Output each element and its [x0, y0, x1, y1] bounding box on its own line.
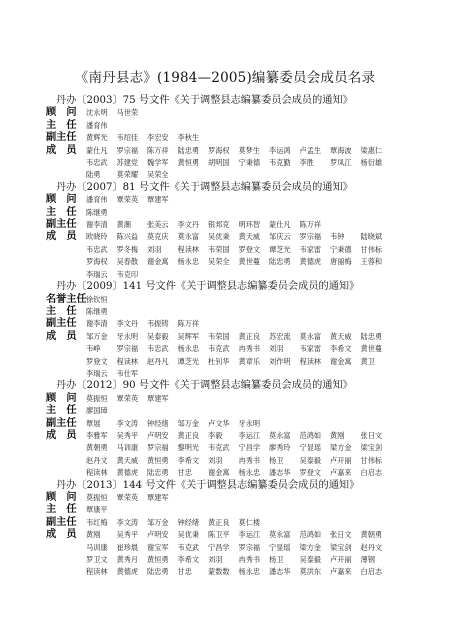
member-name: 李运江 [238, 530, 261, 540]
member-name: 黄章乐 [238, 356, 261, 366]
member-name: 吴优秉 [208, 232, 230, 242]
member-name: 黄恒勇 [147, 455, 169, 465]
member-names [86, 405, 416, 417]
member-name: 范鸿如 [299, 430, 322, 440]
member-name: 陈兴益 [116, 232, 139, 242]
member-name: 黄世蔓 [360, 344, 383, 354]
member-name: 甘忠 [177, 567, 192, 577]
member-name: 韦钟 [330, 232, 345, 242]
member-name: 廖秀玲 [269, 443, 291, 453]
member-name: 陆忠勇 [177, 145, 200, 155]
member-name: 覃荣英 [116, 393, 139, 403]
member-name: 谭芝光 [177, 356, 200, 366]
member-name: 卢嘉来 [330, 567, 352, 577]
member-name: 唐丽梅 [330, 257, 352, 267]
member-name: 莫振恒 [86, 493, 108, 502]
member-names [86, 294, 416, 306]
member-name: 李文丹 [116, 319, 139, 329]
member-name: 黄德虎 [116, 567, 139, 577]
member-name: 罗冬梅 [116, 244, 139, 254]
member-name: 李希文 [177, 455, 200, 465]
member-names [86, 517, 416, 529]
member-name: 莫荣耀 [116, 170, 139, 180]
role-label: 顾 问 [46, 392, 77, 404]
role-label: 主 任 [46, 405, 77, 417]
roster-section [46, 95, 416, 182]
member-name: 韦克武 [208, 344, 230, 354]
member-name: 白启志 [360, 567, 383, 577]
member-name: 罗登文 [299, 468, 322, 478]
role-label: 成 员 [46, 429, 77, 441]
member-name: 程读林 [86, 567, 108, 577]
member-name: 谢金寓 [147, 257, 169, 267]
member-name: 覃建军 [147, 493, 169, 502]
member-name: 潘育伟 [86, 120, 108, 130]
member-name: 吴优秉 [177, 530, 200, 540]
role-row [46, 418, 416, 430]
member-name: 宁秉德 [330, 244, 352, 254]
member-name: 李秋生 [177, 133, 200, 143]
member-name: 覃海波 [330, 145, 352, 155]
member-name: 韦荣国 [208, 244, 230, 254]
member-name: 梁宝剑 [360, 443, 383, 453]
member-names [86, 492, 416, 504]
member-name: 黄秀月 [116, 555, 139, 565]
member-name: 罗登文 [86, 356, 108, 366]
member-name: 韦红梅 [86, 517, 108, 527]
role-label: 成 员 [46, 144, 77, 156]
role-label: 名誉主任 [46, 293, 87, 305]
member-name: 陈卫平 [208, 530, 230, 540]
member-name: 牙永明 [116, 331, 139, 341]
member-name: 莫振恒 [86, 393, 108, 403]
role-label: 副主任 [46, 417, 77, 429]
member-name: 卢孟生 [299, 145, 322, 155]
role-row [46, 393, 416, 405]
member-name: 李希文 [330, 344, 352, 354]
member-name: 黄天威 [116, 455, 139, 465]
member-name: 陈万祥 [147, 145, 169, 155]
member-name: 张美云 [147, 220, 169, 230]
member-name: 宁显瑶 [299, 443, 322, 453]
role-label: 顾 问 [46, 107, 77, 119]
member-name: 黄恒勇 [147, 555, 169, 565]
member-name: 莫永富 [299, 331, 322, 341]
member-names [86, 331, 416, 381]
member-name: 韦荣国 [208, 331, 230, 341]
member-name: 宁昌学 [208, 542, 230, 552]
member-name: 黄恒勇 [177, 158, 200, 168]
member-name: 罗登文 [238, 244, 261, 254]
member-name: 刘羽 [147, 244, 162, 254]
member-name: 梁惠仁 [360, 145, 383, 155]
member-name: 赵丹文 [86, 455, 108, 465]
member-name: 陆勇 [86, 170, 101, 180]
member-name: 吴泰毅 [299, 455, 322, 465]
member-name: 覃荣英 [116, 195, 139, 205]
member-name: 程读林 [116, 356, 139, 366]
member-name: 莫克庆 [147, 232, 169, 242]
member-name: 吴辉军 [177, 331, 200, 341]
member-name: 邹万金 [147, 517, 169, 527]
member-name: 黄刚 [330, 430, 345, 440]
member-name: 黄世蔓 [238, 257, 261, 267]
member-name: 李运江 [238, 430, 261, 440]
member-name: 李宏安 [147, 133, 169, 143]
role-label: 成 员 [46, 231, 77, 243]
member-name: 程读林 [299, 356, 322, 366]
member-name: 沈永明 [86, 108, 108, 118]
role-row [46, 145, 416, 182]
member-name: 徐钦恒 [86, 294, 108, 304]
member-name: 黄刚 [86, 530, 101, 540]
member-name: 覃建军 [147, 195, 169, 205]
role-label: 副主任 [46, 132, 77, 144]
member-name: 黄朝勇 [86, 443, 108, 453]
member-name: 韦绍佳 [116, 133, 139, 143]
member-name: 莫永富 [269, 430, 291, 440]
member-name: 程读林 [86, 468, 108, 478]
member-name: 甘伟标 [360, 244, 383, 254]
member-name: 莫永富 [269, 530, 291, 540]
role-label: 副主任 [46, 318, 77, 330]
member-name: 陆忠勇 [147, 567, 169, 577]
member-name: 杨永忠 [238, 468, 261, 478]
member-name: 崔珍晨 [116, 542, 139, 552]
member-name: 冉秀书 [238, 555, 261, 565]
member-name: 李希文 [177, 555, 200, 565]
member-name: 黄朝勇 [360, 530, 383, 540]
document-title: 《南丹县志》(1984—2005)编纂委员会成员名录 [74, 70, 376, 86]
member-name: 赵丹文 [360, 542, 383, 552]
role-row [46, 132, 416, 144]
role-label: 主 任 [46, 504, 77, 516]
section-header: 丹办〔2003〕75 号文件《关于调整县志编纂委员会成员的通知》 [56, 95, 353, 106]
member-name: 韦峥 [86, 344, 101, 354]
member-name: 韦忠武 [86, 158, 108, 168]
member-name: 蒙仕凡 [269, 220, 291, 230]
member-name: 蒙数数 [208, 567, 230, 577]
member-name: 张日文 [360, 430, 383, 440]
member-name: 谢李清 [86, 220, 108, 230]
member-name: 黄卫 [360, 356, 375, 366]
member-name: 宁显瑶 [269, 542, 291, 552]
member-name: 韦忠武 [147, 344, 169, 354]
member-name: 黄德虎 [116, 468, 139, 478]
member-name: 谭芝光 [269, 244, 291, 254]
member-names [86, 194, 416, 206]
member-name: 宁昌学 [238, 443, 261, 453]
member-names [86, 418, 416, 430]
member-name: 甘伟标 [360, 455, 383, 465]
member-name: 罗海权 [86, 257, 108, 267]
member-name: 卢明安 [147, 430, 169, 440]
member-name: 陆晓斌 [360, 232, 383, 242]
role-row [46, 430, 416, 480]
member-name: 谢金寓 [330, 356, 352, 366]
member-name: 吴泰毅 [299, 555, 322, 565]
member-name: 牙永明 [238, 418, 261, 428]
member-name: 李毅 [208, 430, 223, 440]
member-name: 苏宏流 [269, 331, 291, 341]
member-name: 杨永忠 [177, 344, 200, 354]
role-row [46, 517, 416, 529]
member-name: 李胜 [299, 158, 314, 168]
member-names [86, 393, 416, 405]
member-names [86, 132, 416, 144]
member-name: 刘羽 [269, 344, 284, 354]
member-name: 冉秀书 [238, 344, 261, 354]
member-name: 梁宝剑 [330, 542, 352, 552]
member-name: 陈万祥 [177, 319, 200, 329]
member-name: 吴荣全 [147, 170, 169, 180]
member-name: 谢金寓 [208, 468, 230, 478]
member-name: 李文涛 [116, 517, 139, 527]
member-name: 陆忠勇 [147, 468, 169, 478]
role-row [46, 318, 416, 330]
member-name: 韦家雷 [299, 244, 322, 254]
member-name: 程读林 [177, 244, 200, 254]
member-name: 黄辉光 [86, 133, 108, 143]
member-name: 明环智 [238, 220, 261, 230]
member-name: 银邦克 [208, 220, 230, 230]
member-name: 梁方金 [299, 542, 322, 552]
member-names [86, 430, 416, 480]
member-name: 覃建军 [147, 393, 169, 403]
member-name: 杜钊华 [208, 356, 230, 366]
member-name: 潘志华 [269, 567, 291, 577]
member-name: 覃展 [86, 418, 101, 428]
member-names [86, 306, 416, 318]
member-name: 梁方金 [330, 443, 352, 453]
member-name: 韦家雷 [299, 344, 322, 354]
member-name: 卢嘉来 [330, 468, 352, 478]
member-name: 卢明安 [147, 530, 169, 540]
member-name: 莫仁楼 [238, 517, 261, 527]
member-name: 黄天威 [330, 331, 352, 341]
member-names [86, 529, 416, 579]
member-name: 吴秀平 [116, 530, 139, 540]
member-name: 杨卫 [269, 455, 284, 465]
member-names [86, 231, 416, 281]
member-name: 陆忠勇 [269, 257, 291, 267]
member-name: 杨永忠 [177, 257, 200, 267]
member-name: 卢文华 [208, 418, 230, 428]
member-name: 张日文 [330, 530, 352, 540]
roster-section [46, 182, 416, 281]
member-name: 潘育伟 [86, 195, 108, 205]
member-name: 马训康 [86, 542, 108, 552]
role-row [46, 405, 416, 417]
role-label: 主 任 [46, 119, 77, 131]
member-name: 薄钢 [360, 555, 375, 565]
role-label: 成 员 [46, 529, 77, 541]
section-header: 丹办〔2009〕141 号文件《关于调整县志编纂委员会成员的通知》 [56, 281, 360, 293]
member-name: 卢开丽 [330, 555, 352, 565]
member-name: 刘羽 [208, 555, 223, 565]
member-name: 罗凤江 [330, 158, 352, 168]
member-name: 谢宝军 [147, 542, 169, 552]
member-name: 卢开丽 [330, 455, 352, 465]
role-row [46, 207, 416, 219]
member-names [86, 145, 416, 182]
member-name: 王蓉和 [360, 257, 383, 267]
member-name: 范鸿如 [299, 530, 322, 540]
role-label: 主 任 [46, 206, 77, 218]
member-name: 甘忠 [177, 468, 192, 478]
member-names [86, 219, 416, 231]
member-name: 莫永富 [177, 232, 200, 242]
role-row [46, 306, 416, 318]
role-label: 主 任 [46, 305, 77, 317]
member-name: 杨永忠 [238, 567, 261, 577]
member-name: 钟经绪 [147, 418, 169, 428]
member-name: 黄正良 [177, 430, 200, 440]
member-name: 宁秉德 [238, 158, 261, 168]
member-name: 黄正良 [238, 331, 261, 341]
member-name: 李运鸿 [269, 145, 291, 155]
member-name: 刘羽 [208, 455, 223, 465]
member-name: 吴春散 [116, 257, 139, 267]
member-name: 廖国璋 [86, 406, 108, 416]
member-names [86, 107, 416, 119]
member-name: 罗卫文 [86, 555, 108, 565]
role-row [46, 231, 416, 281]
member-name: 冉秀书 [238, 455, 261, 465]
member-name: 谢李清 [86, 319, 108, 329]
roster-section [46, 281, 416, 380]
role-label: 副主任 [46, 219, 77, 231]
member-name: 韦克武 [177, 542, 200, 552]
member-name: 陆忠勇 [360, 331, 383, 341]
member-name: 欧晓玲 [86, 232, 108, 242]
committee-roster [46, 95, 416, 579]
role-row [46, 194, 416, 206]
member-name: 黄正良 [208, 517, 230, 527]
member-name: 韦克武 [208, 443, 230, 453]
member-name: 刘作明 [269, 356, 291, 366]
role-row [46, 529, 416, 579]
member-name: 马训康 [116, 443, 139, 453]
member-name: 罗宗福 [116, 145, 139, 155]
role-label: 成 员 [46, 330, 77, 342]
member-name: 白启志 [360, 468, 383, 478]
member-name: 罗海权 [208, 145, 230, 155]
member-name: 吴泰毅 [147, 331, 169, 341]
member-name: 李文涛 [116, 418, 139, 428]
member-name: 潘志华 [269, 468, 291, 478]
member-name: 李瑞云 [86, 269, 108, 279]
member-name: 蒙仕凡 [86, 145, 108, 155]
member-name: 莫梦生 [238, 145, 261, 155]
member-name: 覃康平 [86, 505, 108, 515]
member-name: 杨卫 [269, 555, 284, 565]
role-row [46, 219, 416, 231]
roster-section [46, 380, 416, 479]
member-name: 李瑞云 [86, 368, 108, 378]
member-name: 韦克印 [116, 269, 139, 279]
member-name: 陈万祥 [299, 220, 322, 230]
role-row [46, 294, 416, 306]
member-name: 韦忠武 [86, 244, 108, 254]
role-row [46, 107, 416, 119]
member-name: 黄潮 [116, 220, 131, 230]
member-name: 钟经绪 [177, 517, 200, 527]
member-name: 赵丹凡 [147, 356, 169, 366]
member-names [86, 120, 416, 132]
member-name: 罗宗福 [238, 542, 261, 552]
member-name: 李文丹 [177, 220, 200, 230]
member-name: 韦振铸 [147, 319, 169, 329]
section-header: 丹办〔2012〕90 号文件《关于调整县志编纂委员会成员的通知》 [56, 380, 353, 392]
member-name: 马世荣 [116, 108, 139, 118]
member-name: 覃荣英 [116, 493, 139, 502]
member-name: 苏建党 [116, 158, 139, 168]
member-name: 罗宗福 [299, 232, 322, 242]
section-header: 丹办〔2013〕144 号文件《关于调整县志编纂委员会成员的通知》 [56, 479, 360, 491]
member-name: 李雅军 [86, 430, 108, 440]
member-names [86, 504, 416, 516]
member-name: 黎明光 [177, 443, 200, 453]
role-row [46, 492, 416, 504]
member-name: 魏学军 [147, 158, 169, 168]
section-header: 丹办〔2007〕81 号文件《关于调整县志编纂委员会成员的通知》 [56, 181, 353, 193]
member-name: 黄德虎 [299, 257, 322, 267]
role-row [46, 504, 416, 516]
member-name: 邹庆云 [269, 232, 291, 242]
role-label: 顾 问 [46, 492, 77, 503]
member-name: 陈继勇 [86, 306, 108, 316]
member-name: 陈继勇 [86, 207, 108, 217]
member-name: 黄天威 [238, 232, 261, 242]
role-row [46, 331, 416, 381]
roster-section [46, 480, 416, 579]
member-name: 杨衍雄 [360, 158, 383, 168]
member-names [86, 318, 416, 330]
member-name: 罗宗福 [147, 443, 169, 453]
member-name: 邹万金 [86, 331, 108, 341]
role-row [46, 120, 416, 132]
member-name: 胡明国 [208, 158, 230, 168]
member-name: 韦克勤 [269, 158, 291, 168]
member-name: 吴秀平 [116, 430, 139, 440]
member-names [86, 207, 416, 219]
member-name: 莫洪东 [299, 567, 322, 577]
member-name: 吴荣全 [208, 257, 230, 267]
member-name: 韦仕军 [116, 368, 139, 378]
member-name: 邹万金 [177, 418, 200, 428]
member-name: 罗宗福 [116, 344, 139, 354]
role-label: 顾 问 [46, 194, 77, 206]
role-label: 副主任 [46, 516, 77, 528]
